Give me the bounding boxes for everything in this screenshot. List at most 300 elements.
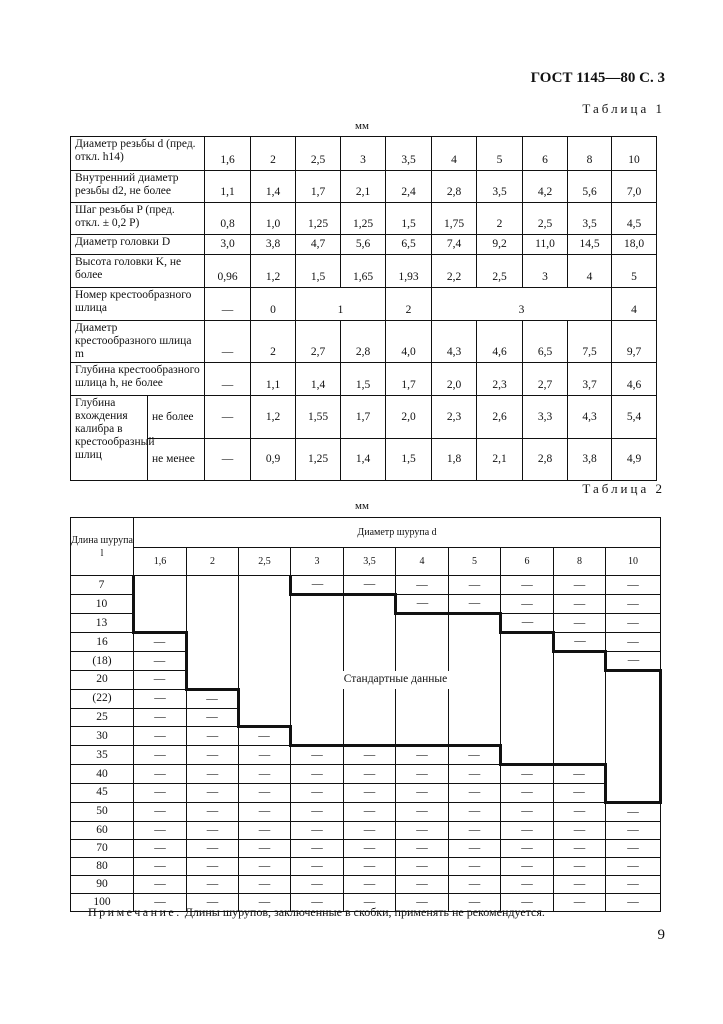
table2-dash-cell: — bbox=[239, 746, 291, 765]
table2-column-header: 4 bbox=[396, 548, 449, 576]
table1-row bbox=[71, 235, 657, 255]
table1-gauge-row bbox=[71, 396, 657, 439]
table2-dash-cell: — bbox=[501, 576, 554, 595]
table2-standard-data-label: Стандартные данные bbox=[291, 671, 501, 690]
note-text: Длины шурупов, заключенные в скобки, применять не рекомендуется. bbox=[184, 905, 545, 919]
page-number: 9 bbox=[657, 927, 665, 943]
table2-row bbox=[71, 595, 661, 614]
table2-length-label: 45 bbox=[71, 784, 134, 803]
table1-cell: 1,25 bbox=[341, 203, 386, 235]
table2-dash-cell: — bbox=[291, 576, 344, 595]
table2-dash-cell: — bbox=[554, 857, 606, 875]
table2-row bbox=[71, 689, 661, 708]
table2-row bbox=[71, 727, 661, 746]
table2-dash-cell: — bbox=[187, 857, 239, 875]
table2-standard-cell bbox=[134, 576, 187, 595]
table2-dash-cell: — bbox=[606, 595, 661, 614]
table1-cell: 4,3 bbox=[568, 396, 612, 439]
table1-cell: 2,2 bbox=[432, 255, 477, 288]
table1-cell: 0 bbox=[251, 288, 296, 321]
table1-cell: 4,0 bbox=[386, 321, 432, 363]
table1-cell: 4,5 bbox=[612, 203, 657, 235]
table2-dash-cell: — bbox=[554, 614, 606, 633]
table2-dash-cell: — bbox=[187, 727, 239, 746]
table1-cell: 1,5 bbox=[341, 363, 386, 396]
table1-cell: 2,5 bbox=[296, 137, 341, 171]
table2-dash-cell: — bbox=[187, 839, 239, 857]
table2-standard-cell bbox=[501, 671, 554, 690]
table2-standard-cell bbox=[606, 746, 661, 765]
table2-length-label: 100 bbox=[71, 893, 134, 911]
table2-dash-cell: — bbox=[501, 784, 554, 803]
table1-cell: 3 bbox=[432, 288, 612, 321]
table1-row-label: Шаг резьбы P (пред. откл. ± 0,2 P) bbox=[71, 203, 205, 235]
table2-standard-cell bbox=[554, 652, 606, 671]
table2-row bbox=[71, 784, 661, 803]
table1-cell: 2,8 bbox=[523, 439, 568, 481]
table2-dash-cell: — bbox=[554, 893, 606, 911]
table1-cell: — bbox=[205, 396, 251, 439]
table1-gauge-label: Глубина вхождения калибра в крестообразный шлиц bbox=[71, 396, 148, 481]
table2-row bbox=[71, 875, 661, 893]
table1-row bbox=[71, 137, 657, 171]
table2-length-label: 90 bbox=[71, 875, 134, 893]
table2-dash-cell: — bbox=[501, 614, 554, 633]
table1-cell: 3,5 bbox=[386, 137, 432, 171]
table2-standard-cell bbox=[239, 689, 291, 708]
table1-cell: 1,7 bbox=[341, 396, 386, 439]
table2-standard-cell bbox=[396, 652, 449, 671]
table1-cell: — bbox=[205, 321, 251, 363]
table1-cell: 5 bbox=[612, 255, 657, 288]
table1-row-label: Глубина крестообразного шлица h, не более bbox=[71, 363, 205, 396]
table2-standard-cell bbox=[449, 633, 501, 652]
table2-dash-cell: — bbox=[606, 821, 661, 839]
table2-dash-cell: — bbox=[449, 893, 501, 911]
table2-length-label: 40 bbox=[71, 765, 134, 784]
table2-standard-cell bbox=[344, 708, 396, 727]
table2-dash-cell: — bbox=[344, 857, 396, 875]
table1-cell: 1,4 bbox=[296, 363, 341, 396]
table1-row-label: Высота головки K, не более bbox=[71, 255, 205, 288]
table2-dash-cell: — bbox=[187, 821, 239, 839]
table2-standard-cell bbox=[187, 633, 239, 652]
table1-gauge-row bbox=[71, 439, 657, 481]
table1-cell: 2,5 bbox=[523, 203, 568, 235]
table2-dash-cell: — bbox=[606, 576, 661, 595]
table2-row bbox=[71, 802, 661, 821]
table2-dash-cell: — bbox=[239, 802, 291, 821]
table2-row-header: Длина шурупа l bbox=[71, 518, 134, 576]
table2-standard-cell bbox=[396, 708, 449, 727]
table2-standard-cell bbox=[187, 595, 239, 614]
table2-dash-cell: — bbox=[239, 875, 291, 893]
table1-cell: 3,0 bbox=[205, 235, 251, 255]
table2-dash-cell: — bbox=[239, 821, 291, 839]
table1-row bbox=[71, 255, 657, 288]
table2-dash-cell: — bbox=[239, 727, 291, 746]
table2-row bbox=[71, 576, 661, 595]
table2-row bbox=[71, 857, 661, 875]
table2-standard-cell bbox=[396, 727, 449, 746]
table1-cell: 1,1 bbox=[205, 171, 251, 203]
table2-standard-cell bbox=[501, 746, 554, 765]
table1-cell: 1,2 bbox=[251, 255, 296, 288]
table1-cell: 1,25 bbox=[296, 203, 341, 235]
table1-cell: 2 bbox=[477, 203, 523, 235]
table2-length-label: 20 bbox=[71, 671, 134, 690]
table2-dash-cell: — bbox=[291, 784, 344, 803]
table2-dash-cell: — bbox=[134, 727, 187, 746]
table2-standard-cell bbox=[554, 727, 606, 746]
table2-dash-cell: — bbox=[344, 576, 396, 595]
table2-standard-cell bbox=[187, 671, 239, 690]
table1-cell: 1,5 bbox=[386, 439, 432, 481]
table1-row-label: Диаметр резьбы d (пред. откл. h14) bbox=[71, 137, 205, 171]
table2-dash-cell: — bbox=[606, 857, 661, 875]
table2-standard-cell bbox=[606, 708, 661, 727]
table2-length-label: 60 bbox=[71, 821, 134, 839]
table2-dash-cell: — bbox=[554, 839, 606, 857]
table1-cell: 3 bbox=[523, 255, 568, 288]
table2-dash-cell: — bbox=[344, 802, 396, 821]
table2-standard-cell bbox=[606, 784, 661, 803]
table2-dash-cell: — bbox=[606, 839, 661, 857]
table2-standard-cell bbox=[344, 595, 396, 614]
table2-row bbox=[71, 614, 661, 633]
table2-dash-cell: — bbox=[344, 839, 396, 857]
table2-dash-cell: — bbox=[396, 784, 449, 803]
table2-dash-cell: — bbox=[501, 857, 554, 875]
table2-dash-cell: — bbox=[134, 893, 187, 911]
table2-dash-cell: — bbox=[501, 821, 554, 839]
table1-cell: 0,8 bbox=[205, 203, 251, 235]
table1-row bbox=[71, 203, 657, 235]
table2-dash-cell: — bbox=[344, 784, 396, 803]
table1-cell: 1,7 bbox=[386, 363, 432, 396]
table1-row bbox=[71, 363, 657, 396]
table1-cell: 4 bbox=[612, 288, 657, 321]
table1-cell: 7,0 bbox=[612, 171, 657, 203]
table2-dash-cell: — bbox=[554, 875, 606, 893]
table1-cell: 6 bbox=[523, 137, 568, 171]
table2-dash-cell: — bbox=[134, 671, 187, 690]
table2-standard-cell bbox=[239, 708, 291, 727]
table2-column-header: 8 bbox=[554, 548, 606, 576]
table1-cell: — bbox=[205, 288, 251, 321]
table1-cell: 6,5 bbox=[386, 235, 432, 255]
table2-dash-cell: — bbox=[291, 857, 344, 875]
table2-standard-cell bbox=[239, 652, 291, 671]
table2-dash-cell: — bbox=[554, 633, 606, 652]
table2-standard-cell bbox=[606, 727, 661, 746]
table1-cell: 9,7 bbox=[612, 321, 657, 363]
table2-length-label: 80 bbox=[71, 857, 134, 875]
table1-gauge-sublabel: не менее bbox=[148, 439, 205, 481]
table2-standard-cell bbox=[344, 689, 396, 708]
table2-dash-cell: — bbox=[449, 802, 501, 821]
table2-standard-cell bbox=[239, 595, 291, 614]
table-note bbox=[88, 905, 545, 920]
table1-cell: 3,8 bbox=[568, 439, 612, 481]
table2-dash-cell: — bbox=[291, 821, 344, 839]
table1-cell: 4 bbox=[432, 137, 477, 171]
table2-standard-cell bbox=[134, 595, 187, 614]
table2-standard-cell bbox=[396, 614, 449, 633]
table2-standard-cell bbox=[396, 689, 449, 708]
table2-standard-cell bbox=[239, 614, 291, 633]
table2-dash-cell: — bbox=[501, 765, 554, 784]
table2-dash-cell: — bbox=[134, 708, 187, 727]
table2-dash-cell: — bbox=[134, 821, 187, 839]
table1-cell: 2,5 bbox=[477, 255, 523, 288]
table2-dash-cell: — bbox=[449, 784, 501, 803]
table2-standard-cell bbox=[554, 708, 606, 727]
table2-dash-cell: — bbox=[134, 802, 187, 821]
table2-standard-cell bbox=[291, 708, 344, 727]
table1-cell: 14,5 bbox=[568, 235, 612, 255]
table2-row bbox=[71, 633, 661, 652]
table2-row bbox=[71, 652, 661, 671]
table2-dash-cell: — bbox=[554, 802, 606, 821]
table2-dash-cell: — bbox=[501, 893, 554, 911]
table2-dash-cell: — bbox=[239, 784, 291, 803]
table2-row bbox=[71, 708, 661, 727]
table2-dash-cell: — bbox=[187, 689, 239, 708]
table2-standard-cell bbox=[134, 614, 187, 633]
table1-cell: 1 bbox=[296, 288, 386, 321]
table2-standard-cell bbox=[449, 708, 501, 727]
table2-dash-cell: — bbox=[291, 746, 344, 765]
table1-cell: 1,55 bbox=[296, 396, 341, 439]
table2-row bbox=[71, 671, 661, 690]
table2-standard-cell bbox=[501, 708, 554, 727]
table1-unit: мм bbox=[355, 120, 369, 132]
table2-column-header: 10 bbox=[606, 548, 661, 576]
table1-cell: 3,7 bbox=[568, 363, 612, 396]
table2-standard-cell bbox=[501, 652, 554, 671]
table1-cell: 4,9 bbox=[612, 439, 657, 481]
table1-cell: 2,7 bbox=[296, 321, 341, 363]
table2-dash-cell: — bbox=[344, 875, 396, 893]
table2-standard-cell bbox=[344, 652, 396, 671]
table2-length-label: 50 bbox=[71, 802, 134, 821]
table1-caption: Таблица 1 bbox=[582, 101, 665, 116]
table1-cell: 4,2 bbox=[523, 171, 568, 203]
table2-dash-cell: — bbox=[134, 652, 187, 671]
table2-standard-cell bbox=[606, 765, 661, 784]
table2-dash-cell: — bbox=[187, 746, 239, 765]
table2-dash-cell: — bbox=[396, 821, 449, 839]
table1-row-label: Диаметр головки D bbox=[71, 235, 205, 255]
table2-standard-cell bbox=[291, 689, 344, 708]
table1-cell: 8 bbox=[568, 137, 612, 171]
table1-cell: 7,4 bbox=[432, 235, 477, 255]
table1-cell: 1,4 bbox=[341, 439, 386, 481]
table2-dash-cell: — bbox=[134, 875, 187, 893]
table1-cell: 6,5 bbox=[523, 321, 568, 363]
table2-dash-cell: — bbox=[501, 802, 554, 821]
table2-dash-cell: — bbox=[344, 765, 396, 784]
table2-dash-cell: — bbox=[291, 875, 344, 893]
table2-dash-cell: — bbox=[396, 746, 449, 765]
table2-standard-cell bbox=[187, 652, 239, 671]
table1-cell: 2 bbox=[251, 321, 296, 363]
table2-dash-cell: — bbox=[291, 893, 344, 911]
table2-dash-cell: — bbox=[606, 614, 661, 633]
table1-cell: 2,0 bbox=[432, 363, 477, 396]
table2-column-header: 2,5 bbox=[239, 548, 291, 576]
table1-cell: 4,3 bbox=[432, 321, 477, 363]
table2-column-group-header: Диаметр шурупа d bbox=[134, 518, 661, 548]
table2-dash-cell: — bbox=[396, 875, 449, 893]
table2-caption: Таблица 2 bbox=[582, 481, 665, 496]
table2-length-label: (22) bbox=[71, 689, 134, 708]
table2-length-label: 35 bbox=[71, 746, 134, 765]
table2-dash-cell: — bbox=[344, 746, 396, 765]
table2-dash-cell: — bbox=[187, 765, 239, 784]
table2-dash-cell: — bbox=[187, 784, 239, 803]
table2-length-label: (18) bbox=[71, 652, 134, 671]
table1 bbox=[70, 136, 657, 481]
table1-row bbox=[71, 288, 657, 321]
table2-dash-cell: — bbox=[187, 708, 239, 727]
table2-dash-cell: — bbox=[134, 839, 187, 857]
table2-dash-cell: — bbox=[449, 576, 501, 595]
table1-cell: 1,2 bbox=[251, 396, 296, 439]
table2-dash-cell: — bbox=[187, 802, 239, 821]
table2-standard-cell bbox=[554, 689, 606, 708]
table2-standard-cell bbox=[449, 689, 501, 708]
table1-cell: 5,6 bbox=[568, 171, 612, 203]
table2-dash-cell: — bbox=[554, 821, 606, 839]
table2-dash-cell: — bbox=[554, 576, 606, 595]
table1-cell: 0,9 bbox=[251, 439, 296, 481]
table1-row-label: Диаметр крестообразного шлица m bbox=[71, 321, 205, 363]
table2-dash-cell: — bbox=[554, 595, 606, 614]
table2-dash-cell: — bbox=[291, 802, 344, 821]
document-header: ГОСТ 1145—80 С. 3 bbox=[530, 70, 665, 86]
table2-dash-cell: — bbox=[449, 595, 501, 614]
table2-standard-cell bbox=[291, 727, 344, 746]
table1-cell: 7,5 bbox=[568, 321, 612, 363]
table1-cell: 4,6 bbox=[612, 363, 657, 396]
table2-dash-cell: — bbox=[554, 784, 606, 803]
table1-cell: 5,6 bbox=[341, 235, 386, 255]
table2-dash-cell: — bbox=[187, 875, 239, 893]
table2-dash-cell: — bbox=[449, 746, 501, 765]
table1-cell: 2 bbox=[386, 288, 432, 321]
table2-dash-cell: — bbox=[134, 689, 187, 708]
table2-dash-cell: — bbox=[396, 595, 449, 614]
table1-cell: 0,96 bbox=[205, 255, 251, 288]
table2-standard-cell bbox=[291, 614, 344, 633]
table2-length-label: 10 bbox=[71, 595, 134, 614]
table1-cell: — bbox=[205, 363, 251, 396]
table1-cell: 2,8 bbox=[341, 321, 386, 363]
table2-standard-cell bbox=[554, 746, 606, 765]
table1-cell: 4,6 bbox=[477, 321, 523, 363]
table2-length-label: 13 bbox=[71, 614, 134, 633]
table1-cell: 1,93 bbox=[386, 255, 432, 288]
table2-standard-cell bbox=[187, 614, 239, 633]
table2-header-row bbox=[71, 518, 661, 548]
table2-dash-cell: — bbox=[239, 893, 291, 911]
table2-dash-cell: — bbox=[396, 893, 449, 911]
table1-cell: 3 bbox=[341, 137, 386, 171]
table2-standard-cell bbox=[501, 689, 554, 708]
table1-cell: 1,5 bbox=[296, 255, 341, 288]
table2-dash-cell: — bbox=[134, 784, 187, 803]
table2-length-label: 7 bbox=[71, 576, 134, 595]
table2-length-label: 25 bbox=[71, 708, 134, 727]
table2-dash-cell: — bbox=[449, 839, 501, 857]
table1-cell: 5 bbox=[477, 137, 523, 171]
table2-dash-cell: — bbox=[134, 765, 187, 784]
table1-cell: 3,5 bbox=[568, 203, 612, 235]
table1-cell: — bbox=[205, 439, 251, 481]
table1-cell: 1,75 bbox=[432, 203, 477, 235]
table1-cell: 1,25 bbox=[296, 439, 341, 481]
table2-dash-cell: — bbox=[344, 893, 396, 911]
table2-dash-cell: — bbox=[134, 633, 187, 652]
table1-cell: 1,7 bbox=[296, 171, 341, 203]
table2-dash-cell: — bbox=[449, 821, 501, 839]
table2-dash-cell: — bbox=[501, 595, 554, 614]
table2-dash-cell: — bbox=[396, 802, 449, 821]
table2-dash-cell: — bbox=[291, 839, 344, 857]
table1-cell: 4 bbox=[568, 255, 612, 288]
table1-cell: 11,0 bbox=[523, 235, 568, 255]
table1-cell: 1,65 bbox=[341, 255, 386, 288]
table2 bbox=[70, 517, 662, 912]
table2-column-header: 3,5 bbox=[344, 548, 396, 576]
table2-standard-cell bbox=[239, 633, 291, 652]
table2-dash-cell: — bbox=[554, 765, 606, 784]
table2-standard-cell bbox=[344, 633, 396, 652]
table2-standard-cell bbox=[291, 652, 344, 671]
table2-column-header: 1,6 bbox=[134, 548, 187, 576]
table2-standard-cell bbox=[449, 727, 501, 746]
table2-column-header: 5 bbox=[449, 548, 501, 576]
table1-cell: 18,0 bbox=[612, 235, 657, 255]
table2-dash-cell: — bbox=[396, 857, 449, 875]
table2-standard-cell bbox=[239, 671, 291, 690]
table2-length-label: 70 bbox=[71, 839, 134, 857]
table1-cell: 2,3 bbox=[432, 396, 477, 439]
table1-cell: 1,5 bbox=[386, 203, 432, 235]
table2-column-header: 3 bbox=[291, 548, 344, 576]
table2-standard-cell bbox=[606, 671, 661, 690]
table2-column-header: 6 bbox=[501, 548, 554, 576]
table2-standard-cell bbox=[239, 576, 291, 595]
table2-dash-cell: — bbox=[187, 893, 239, 911]
table2-column-header: 2 bbox=[187, 548, 239, 576]
table2-standard-cell bbox=[187, 576, 239, 595]
table2-dash-cell: — bbox=[606, 633, 661, 652]
table1-cell: 1,1 bbox=[251, 363, 296, 396]
table2-dash-cell: — bbox=[239, 839, 291, 857]
table1-cell: 1,4 bbox=[251, 171, 296, 203]
table2-unit: мм bbox=[355, 500, 369, 512]
table2-dash-cell: — bbox=[449, 857, 501, 875]
table2-standard-cell bbox=[449, 614, 501, 633]
table1-cell: 5,4 bbox=[612, 396, 657, 439]
table2-row bbox=[71, 821, 661, 839]
table2-row bbox=[71, 839, 661, 857]
table1-cell: 1,8 bbox=[432, 439, 477, 481]
table2-standard-cell bbox=[501, 633, 554, 652]
